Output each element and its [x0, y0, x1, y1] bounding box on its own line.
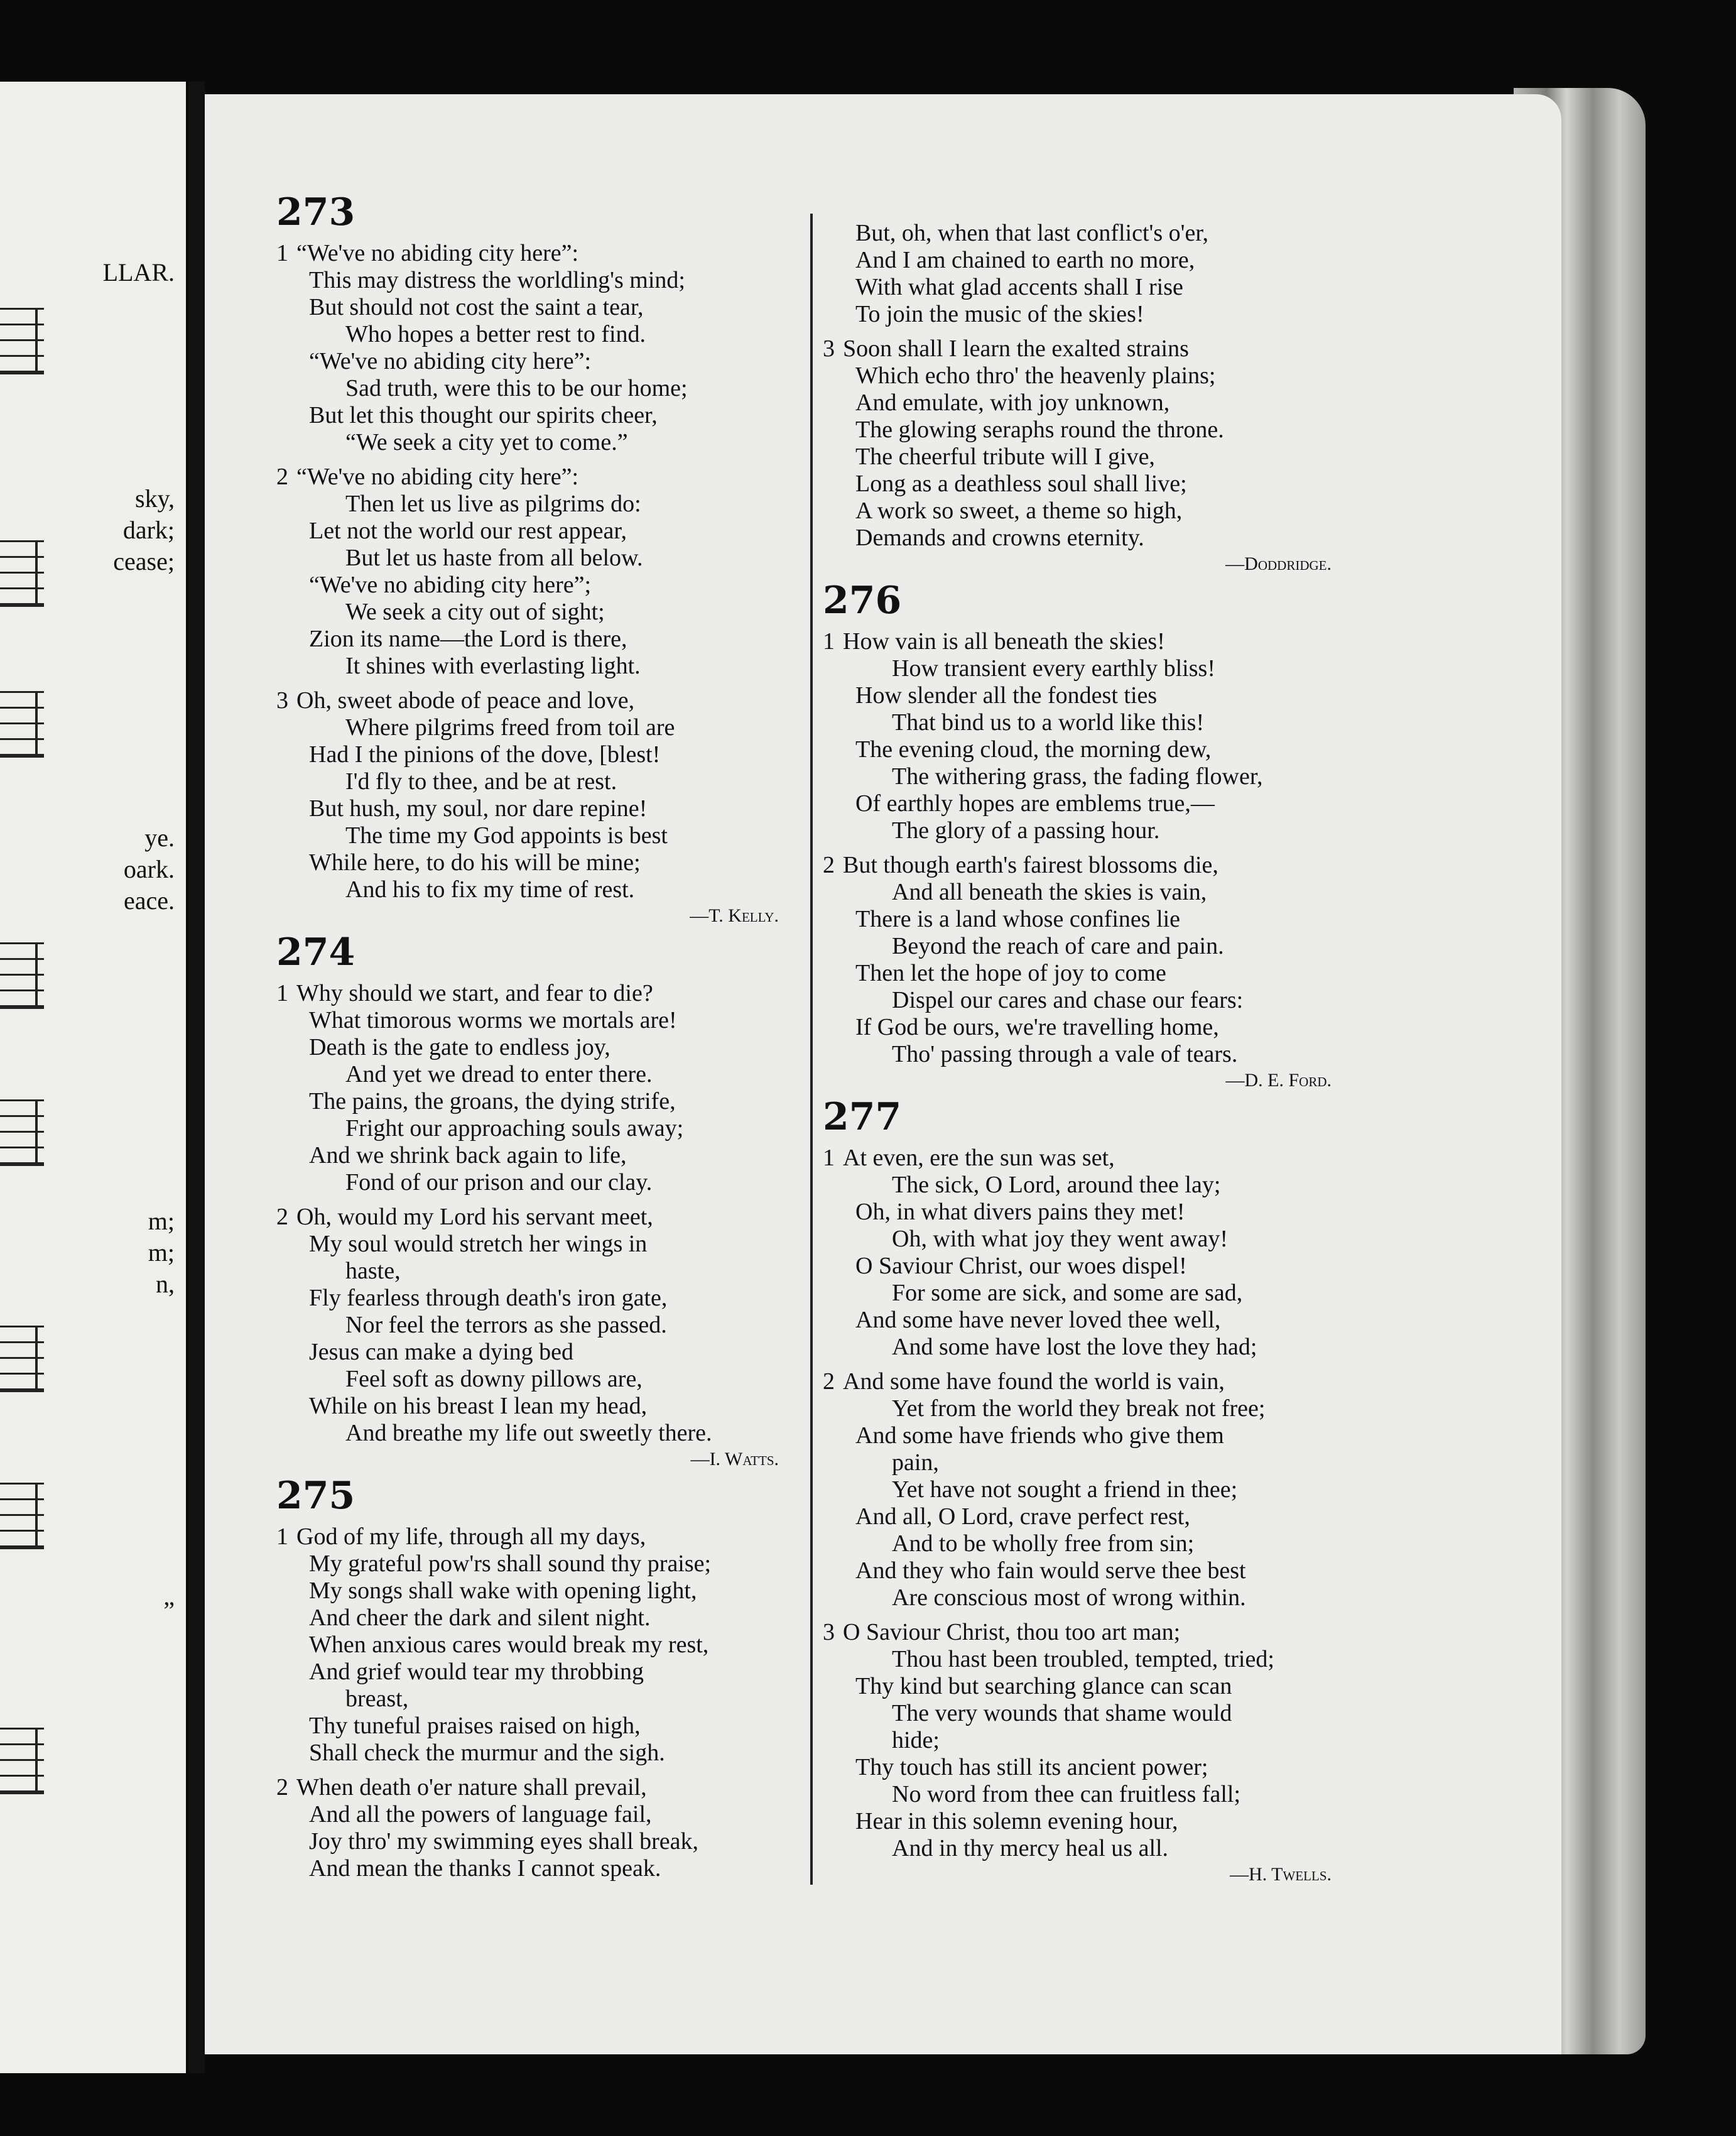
- hymn-line: That bind us to a world like this!: [892, 709, 1205, 736]
- hymn-author: —H. Twells.: [1230, 1864, 1332, 1885]
- hymn-line: And his to fix my time of rest.: [345, 876, 635, 903]
- hymn-275-continued: [823, 220, 1350, 577]
- hymn-line: Oh, would my Lord his servant meet,: [296, 1204, 653, 1230]
- verse: [823, 852, 1350, 1068]
- hymn-line: The evening cloud, the morning dew,: [855, 736, 1212, 763]
- hymn-line: How slender all the fondest ties: [855, 682, 1158, 709]
- hymn-line: “We've no abiding city here”;: [309, 572, 592, 598]
- hymn-line: My songs shall wake with opening light,: [309, 1577, 697, 1604]
- previous-page-strip: [0, 82, 186, 2073]
- hymn-line: Sad truth, were this to be our home;: [345, 375, 688, 401]
- hymn-line: When anxious cares would break my rest,: [309, 1632, 709, 1658]
- hymn-line: Yet have not sought a friend in thee;: [892, 1476, 1238, 1503]
- hymn-line: And breathe my life out sweetly there.: [345, 1420, 712, 1446]
- hymn-line: And to be wholly free from sin;: [892, 1530, 1195, 1557]
- verse-number: 2: [276, 1204, 288, 1230]
- left-fragment: eace.: [123, 886, 175, 915]
- verse: [276, 687, 798, 903]
- hymn-line: With what glad accents shall I rise: [855, 274, 1183, 300]
- verse: [823, 1145, 1350, 1361]
- hymn-line: Thou hast been troubled, tempted, tried;: [892, 1646, 1274, 1672]
- verse: [823, 628, 1350, 844]
- hymn-line: And all, O Lord, crave perfect rest,: [855, 1503, 1190, 1530]
- hymn-line: For some are sick, and some are sad,: [892, 1280, 1243, 1306]
- hymn-line: When death o'er nature shall prevail,: [296, 1774, 647, 1801]
- hymn-line: Then let the hope of joy to come: [855, 960, 1166, 986]
- hymn-line: And we shrink back again to life,: [309, 1142, 627, 1169]
- music-staff: [0, 540, 44, 607]
- verse-number: 1: [823, 1145, 835, 1171]
- hymn-line: And grief would tear my throbbing: [309, 1659, 644, 1685]
- hymn-line: Where pilgrims freed from toil are: [345, 714, 675, 741]
- music-staff: [0, 1483, 44, 1549]
- left-fragment: LLAR.: [102, 258, 175, 286]
- hymn-line: “We seek a city yet to come.”: [345, 429, 628, 455]
- hymn-line: But though earth's fairest blossoms die,: [843, 852, 1218, 878]
- hymn-line: But, oh, when that last conflict's o'er,: [855, 220, 1209, 246]
- hymn-line: “We've no abiding city here”:: [296, 464, 579, 490]
- hymn-line: O Saviour Christ, thou too art man;: [843, 1619, 1181, 1645]
- verse: [276, 980, 798, 1196]
- left-fragment: n,: [156, 1270, 175, 1298]
- verse-number: 3: [823, 335, 835, 362]
- hymn-line: The cheerful tribute will I give,: [855, 444, 1155, 470]
- hymn-number: 277: [823, 1095, 902, 1139]
- hymn-line: Feel soft as downy pillows are,: [345, 1366, 643, 1392]
- hymn-line: The glory of a passing hour.: [892, 817, 1160, 844]
- hymn-line: Then let us live as pilgrims do:: [345, 491, 641, 517]
- hymn-line: What timorous worms we mortals are!: [309, 1007, 677, 1033]
- verse-number: 1: [276, 980, 288, 1006]
- hymn-line: Thy kind but searching glance can scan: [855, 1673, 1232, 1699]
- hymn-line: Why should we start, and fear to die?: [296, 980, 653, 1006]
- hymn-number: 276: [823, 579, 902, 623]
- left-fragment: m;: [148, 1207, 175, 1235]
- hymn-line: hide;: [892, 1727, 940, 1753]
- hymn-line: Long as a deathless soul shall live;: [855, 471, 1187, 497]
- hymn-line: And yet we dread to enter there.: [345, 1061, 653, 1087]
- hymn-line: Who hopes a better rest to find.: [345, 321, 646, 347]
- hymn-line: Let not the world our rest appear,: [309, 518, 627, 544]
- hymn-line: Demands and crowns eternity.: [855, 525, 1144, 551]
- hymn-line: Oh, sweet abode of peace and love,: [296, 687, 635, 714]
- hymn-line: Fright our approaching souls away;: [345, 1115, 684, 1142]
- hymn-line: And they who fain would serve thee best: [855, 1557, 1246, 1584]
- verse: [823, 1368, 1350, 1611]
- hymn-line: Yet from the world they break not free;: [892, 1395, 1266, 1422]
- music-staff: [0, 1099, 44, 1166]
- verse-number: 3: [276, 687, 288, 714]
- hymn-line: My grateful pow'rs shall sound thy praise;: [309, 1550, 712, 1577]
- left-fragment: oark.: [123, 855, 175, 883]
- hymn-line: Are conscious most of wrong within.: [892, 1584, 1246, 1611]
- hymn-line: “We've no abiding city here”:: [296, 240, 579, 266]
- hymn-line: The very wounds that shame would: [892, 1700, 1232, 1726]
- hymn-line: At even, ere the sun was set,: [843, 1145, 1115, 1171]
- book-gutter: [188, 82, 205, 2073]
- hymn-line: But should not cost the saint a tear,: [309, 294, 644, 320]
- left-fragment: ye.: [144, 824, 175, 852]
- hymn-line: Joy thro' my swimming eyes shall break,: [309, 1828, 699, 1855]
- hymn-line: “We've no abiding city here”:: [309, 348, 592, 374]
- hymn-number: 275: [276, 1474, 355, 1518]
- hymn-line: Soon shall I learn the exalted strains: [843, 335, 1189, 362]
- verse-number: 2: [276, 464, 288, 490]
- hymn-line: O Saviour Christ, our woes dispel!: [855, 1253, 1187, 1279]
- hymn-277: [823, 1097, 1350, 1887]
- hymn-author: —D. E. Ford.: [1225, 1070, 1332, 1091]
- verse: [823, 335, 1350, 552]
- music-staff: [0, 308, 44, 374]
- left-column: [276, 188, 798, 1882]
- hymn-line: breast,: [345, 1686, 409, 1712]
- hymn-line: The pains, the groans, the dying strife,: [309, 1088, 676, 1114]
- hymn-line: The withering grass, the fading flower,: [892, 763, 1263, 790]
- right-column: [823, 220, 1350, 1887]
- hymn-line: And emulate, with joy unknown,: [855, 390, 1170, 416]
- hymn-line: And some have friends who give them: [855, 1422, 1224, 1449]
- hymn-line: Zion its name—the Lord is there,: [309, 626, 627, 652]
- hymn-line: Tho' passing through a vale of tears.: [892, 1041, 1238, 1067]
- hymn-line: My soul would stretch her wings in: [309, 1231, 648, 1257]
- hymn-line: Jesus can make a dying bed: [309, 1339, 574, 1365]
- verse-number: 2: [823, 852, 835, 878]
- music-staff: [0, 1326, 44, 1392]
- hymn-line: While on his breast I lean my head,: [309, 1393, 648, 1419]
- hymn-line: Thy tuneful praises raised on high,: [309, 1713, 641, 1739]
- hymn-line: We seek a city out of sight;: [345, 599, 605, 625]
- hymn-line: haste,: [345, 1258, 401, 1284]
- hymn-line: It shines with everlasting light.: [345, 653, 641, 679]
- left-fragment: sky,: [135, 484, 175, 513]
- left-fragment: dark;: [122, 516, 175, 544]
- hymn-line: And some have found the world is vain,: [843, 1368, 1225, 1395]
- hymn-line: But let this thought our spirits cheer,: [309, 402, 658, 428]
- hymn-number: 274: [276, 930, 355, 974]
- hymn-line: The glowing seraphs round the throne.: [855, 417, 1224, 443]
- hymn-line: But let us haste from all below.: [345, 545, 643, 571]
- hymn-line: Fond of our prison and our clay.: [345, 1169, 653, 1196]
- hymn-line: Nor feel the terrors as she passed.: [345, 1312, 667, 1338]
- left-fragment: ”: [163, 1596, 175, 1625]
- verse: [276, 240, 798, 456]
- hymn-line: To join the music of the skies!: [855, 301, 1144, 327]
- hymn-line: But hush, my soul, nor dare repine!: [309, 795, 648, 822]
- hymn-275: [276, 1476, 798, 1882]
- hymn-276: [823, 580, 1350, 1093]
- music-staff: [0, 1728, 44, 1794]
- hymn-number: 273: [276, 190, 355, 234]
- hymn-line: And in thy mercy heal us all.: [892, 1835, 1169, 1861]
- hymn-line: Beyond the reach of care and pain.: [892, 933, 1224, 959]
- hymn-line: Dispel our cares and chase our fears:: [892, 987, 1244, 1013]
- hymn-line: While here, to do his will be mine;: [309, 849, 641, 876]
- hymn-274: [276, 932, 798, 1472]
- verse-number: 1: [276, 1523, 288, 1550]
- hymn-line: This may distress the worldling's mind;: [309, 267, 685, 293]
- hymn-line: And cheer the dark and silent night.: [309, 1605, 651, 1631]
- hymn-line: Of earthly hopes are emblems true,—: [855, 790, 1215, 817]
- hymn-line: And I am chained to earth no more,: [855, 247, 1195, 273]
- hymn-line: No word from thee can fruitless fall;: [892, 1781, 1241, 1807]
- verse-number: 1: [823, 628, 835, 655]
- verse-number: 1: [276, 240, 288, 266]
- hymn-author: —Doddridge.: [1225, 553, 1332, 574]
- hymn-line: A work so sweet, a theme so high,: [855, 498, 1183, 524]
- hymn-line: Oh, with what joy they went away!: [892, 1226, 1229, 1252]
- hymn-line: How vain is all beneath the skies!: [843, 628, 1165, 655]
- hymn-line: If God be ours, we're travelling home,: [855, 1014, 1219, 1040]
- music-staff: [0, 942, 44, 1009]
- verse-number: 2: [276, 1774, 288, 1801]
- hymn-line: pain,: [892, 1449, 939, 1476]
- verse: [276, 1523, 798, 1767]
- hymn-author: —I. Watts.: [690, 1449, 779, 1469]
- verse: [823, 1619, 1350, 1862]
- music-staff: [0, 691, 44, 758]
- column-rule: [810, 214, 813, 1885]
- hymn-line: Thy touch has still its ancient power;: [855, 1754, 1208, 1780]
- hymn-line: And all beneath the skies is vain,: [892, 879, 1207, 905]
- hymn-author: —T. Kelly.: [690, 905, 779, 926]
- verse: [276, 1774, 798, 1882]
- hymn-line: God of my life, through all my days,: [296, 1523, 646, 1550]
- hymn-line: Had I the pinions of the dove, [blest!: [309, 741, 661, 768]
- hymn-273: [276, 192, 798, 929]
- hymn-line: And all the powers of language fail,: [309, 1801, 652, 1828]
- hymn-line: Death is the gate to endless joy,: [309, 1034, 610, 1060]
- hymn-line: And some have never loved thee well,: [855, 1307, 1221, 1333]
- verse: [276, 1204, 798, 1447]
- hymn-line: Which echo thro' the heavenly plains;: [855, 362, 1216, 389]
- hymn-line: And mean the thanks I cannot speak.: [309, 1855, 661, 1882]
- hymn-line: Shall check the murmur and the sigh.: [309, 1740, 665, 1766]
- hymn-line: How transient every earthly bliss!: [892, 655, 1215, 682]
- verse: [276, 464, 798, 680]
- hymn-line: Oh, in what divers pains they met!: [855, 1199, 1185, 1225]
- hymn-line: The sick, O Lord, around thee lay;: [892, 1172, 1221, 1198]
- hymn-line: Hear in this solemn evening hour,: [855, 1808, 1178, 1834]
- hymn-line: I'd fly to thee, and be at rest.: [345, 768, 617, 795]
- verse-number: 3: [823, 1619, 835, 1645]
- verse-number: 2: [823, 1368, 835, 1395]
- verse-continuation: [823, 220, 1350, 328]
- left-fragment: cease;: [113, 547, 175, 575]
- hymn-line: And some have lost the love they had;: [892, 1334, 1257, 1360]
- left-fragment: m;: [148, 1238, 175, 1267]
- hymn-line: Fly fearless through death's iron gate,: [309, 1285, 668, 1311]
- hymn-line: There is a land whose confines lie: [855, 906, 1181, 932]
- hymn-line: The time my God appoints is best: [345, 822, 668, 849]
